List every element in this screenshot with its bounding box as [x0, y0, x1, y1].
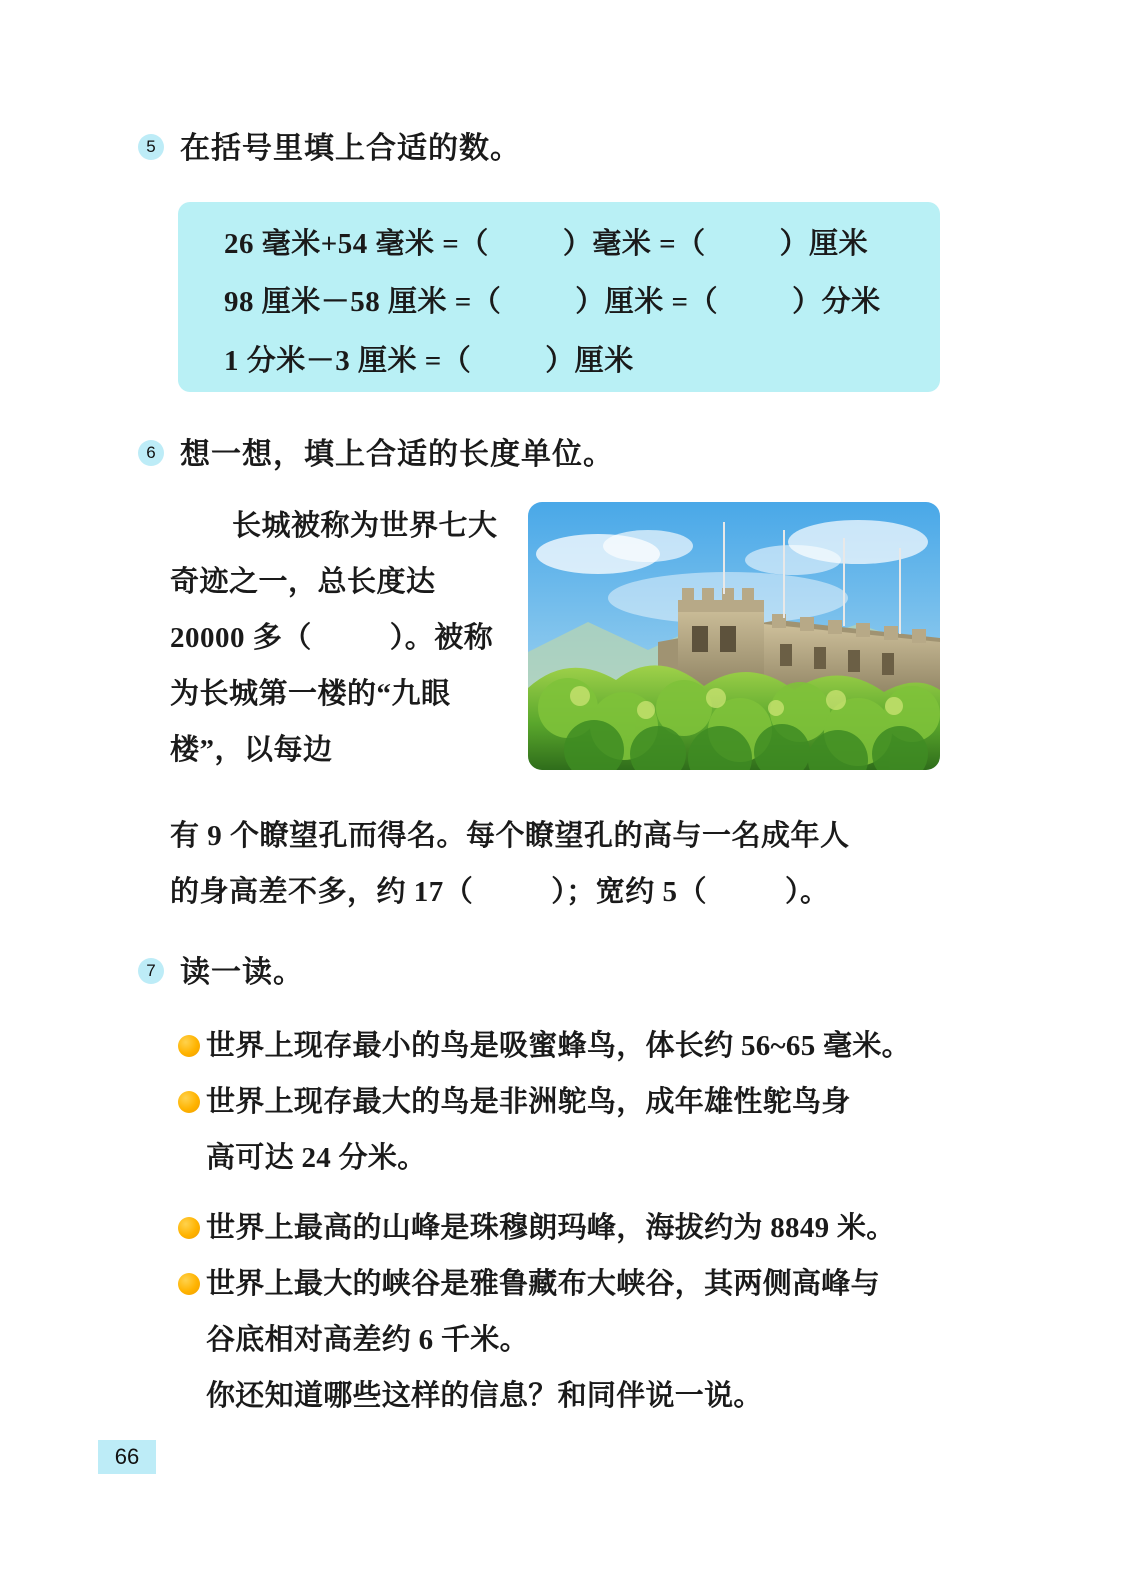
exercise-6-text-part-2: ）。被称为长城第一楼的“九眼楼”，以每边: [170, 622, 494, 766]
exercise-6-number: 6: [138, 440, 164, 466]
exercise-5-answer-box: [178, 202, 940, 392]
list-item-text-cont: 谷底相对高差约 6 千米。: [206, 1324, 529, 1356]
exercise-5-line-3-part-b: ）厘米: [545, 345, 634, 377]
exercise-6-text-part-3: 有 9 个瞭望孔而得名。每个瞭望孔的高与一名成年人: [170, 820, 850, 852]
exercise-5-line-1: [224, 230, 868, 259]
exercise-6-prompt: 想一想，填上合适的长度单位。: [180, 438, 614, 471]
list-item-text: 世界上最大的峡谷是雅鲁藏布大峡谷，其两侧高峰与: [206, 1268, 880, 1300]
list-item: [178, 1200, 988, 1256]
exercise-7-number: 7: [138, 958, 164, 984]
exercise-5-number: 5: [138, 134, 164, 160]
list-item: [178, 1074, 988, 1186]
closing-question-text: 你还知道哪些这样的信息？和同伴说一说。: [206, 1380, 763, 1412]
exercise-6-paragraph-left: [170, 498, 500, 778]
exercise-5-line-1-part-b: ）毫米 =（: [562, 228, 706, 260]
exercise-6-header: [138, 440, 614, 470]
exercise-6-text-part-1: 长城被称为世界七大奇迹之一，总长度达 20000 多（: [170, 510, 498, 654]
bullet-dot-icon: [178, 1091, 200, 1113]
bullet-dot-icon: [178, 1217, 200, 1239]
exercise-5-line-1-part-c: ）厘米: [779, 228, 869, 260]
exercise-5-line-1-part-a: 26 毫米+54 毫米 =（: [224, 228, 489, 260]
great-wall-photo: [528, 502, 940, 770]
list-item: [178, 1256, 988, 1368]
exercise-5-line-2-part-a: 98 厘米－58 厘米 =（: [224, 286, 502, 318]
closing-question: [206, 1368, 1016, 1424]
bullet-dot-icon: [178, 1035, 200, 1057]
exercise-5-line-3: [224, 347, 634, 376]
page-number: 66: [98, 1440, 156, 1474]
exercise-5-line-2: [224, 288, 881, 317]
list-item-text: 世界上现存最小的鸟是吸蜜蜂鸟，体长约 56~65 毫米。: [206, 1030, 911, 1062]
list-item: [178, 1018, 988, 1074]
bullet-dot-icon: [178, 1273, 200, 1295]
exercise-6-text-part-4: 的身高差不多，约 17（: [170, 876, 474, 908]
exercise-5-prompt: 在括号里填上合适的数。: [180, 132, 521, 165]
exercise-7-prompt: 读一读。: [180, 956, 304, 989]
exercise-6-paragraph-rest: [170, 808, 970, 920]
exercise-7-header: [138, 958, 304, 988]
exercise-5-line-2-part-c: ）分米: [792, 286, 881, 318]
exercise-5-header: [138, 134, 521, 164]
exercise-6-text-part-6: ）。: [785, 876, 830, 908]
exercise-6-text-part-5: ）；宽约 5（: [551, 876, 708, 908]
list-item-text: 世界上现存最大的鸟是非洲鸵鸟，成年雄性鸵鸟身: [206, 1086, 851, 1118]
list-item-text: 世界上最高的山峰是珠穆朗玛峰，海拔约为 8849 米。: [206, 1212, 896, 1244]
list-item-text-cont: 高可达 24 分米。: [206, 1142, 427, 1174]
exercise-5-line-2-part-b: ）厘米 =（: [575, 286, 719, 318]
exercise-5-line-3-part-a: 1 分米－3 厘米 =（: [224, 345, 472, 377]
